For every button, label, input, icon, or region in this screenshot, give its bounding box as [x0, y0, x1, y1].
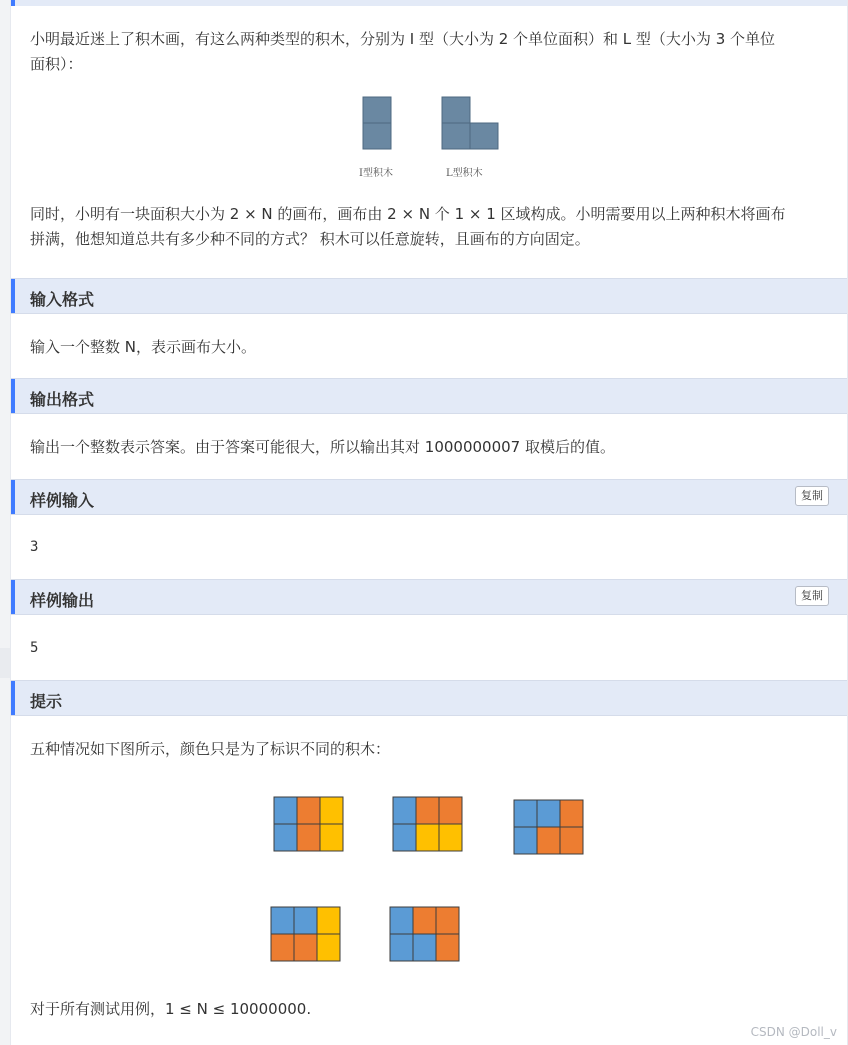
input-format-title: 输入格式: [30, 290, 95, 309]
i-block-label: I型积木: [359, 168, 393, 179]
description-line-1: 小明最近迷上了积木画，有这么两种类型的积木，分别为 I 型（大小为 2 个单位面积）和 L 型（大小为 3 个单位: [30, 30, 776, 48]
input-format-text: 输入一个整数 N，表示画布大小。: [30, 338, 256, 356]
l-block-image: [441, 96, 501, 152]
section-accent-bar: [11, 580, 15, 614]
sample-input-title: 样例输入: [30, 491, 95, 510]
i-block-image: [362, 96, 394, 152]
section-accent-bar: [11, 379, 15, 413]
problem-description-2: [30, 202, 820, 252]
l-block-label: L型积木: [446, 168, 483, 179]
sample-input-value: 3: [30, 539, 39, 555]
description2-line-2: 拼满，他想知道总共有多少种不同的方式？ 积木可以任意旋转，且画布的方向固定。: [30, 230, 590, 248]
section-accent-bar: [11, 480, 15, 514]
hint-header: [11, 680, 847, 716]
hint-title: 提示: [30, 692, 63, 711]
description2-line-1: 同时，小明有一块面积大小为 2 × N 的画布，画布由 2 × N 个 1 × 1 区域构成。小明需要用以上两种积木将画布: [30, 205, 786, 223]
output-format-text: 输出一个整数表示答案。由于答案可能很大，所以输出其对 1000000007 取模后的值。: [30, 438, 615, 456]
hint-text: 五种情况如下图所示，颜色只是为了标识不同的积木：: [30, 740, 391, 758]
section-accent-bar: [11, 681, 15, 715]
top-accent: [11, 0, 15, 6]
tiling-3-image: [513, 799, 585, 856]
description-line-2: 面积）：: [30, 55, 83, 73]
sample-output-value: 5: [30, 640, 39, 656]
tiling-5-image: [389, 906, 461, 963]
left-edge-tab: [0, 648, 10, 678]
constraint-text: 对于所有测试用例，1 ≤ N ≤ 10000000.: [30, 1000, 312, 1018]
tiling-1-image: [273, 796, 345, 853]
csdn-watermark: CSDN @Doll_v: [750, 1025, 837, 1039]
sample-output-header: [11, 579, 847, 615]
output-format-title: 输出格式: [30, 390, 95, 409]
copy-sample-input-button[interactable]: 复制: [795, 486, 829, 506]
problem-description: [30, 27, 820, 77]
section-accent-bar: [11, 279, 15, 313]
top-strip: [11, 0, 847, 6]
problem-page: [10, 0, 848, 1045]
output-format-header: [11, 378, 847, 414]
copy-sample-output-button[interactable]: 复制: [795, 586, 829, 606]
input-format-header: [11, 278, 847, 314]
sample-output-title: 样例输出: [30, 591, 95, 610]
sample-input-header: [11, 479, 847, 515]
tiling-2-image: [392, 796, 464, 853]
tiling-4-image: [270, 906, 342, 963]
